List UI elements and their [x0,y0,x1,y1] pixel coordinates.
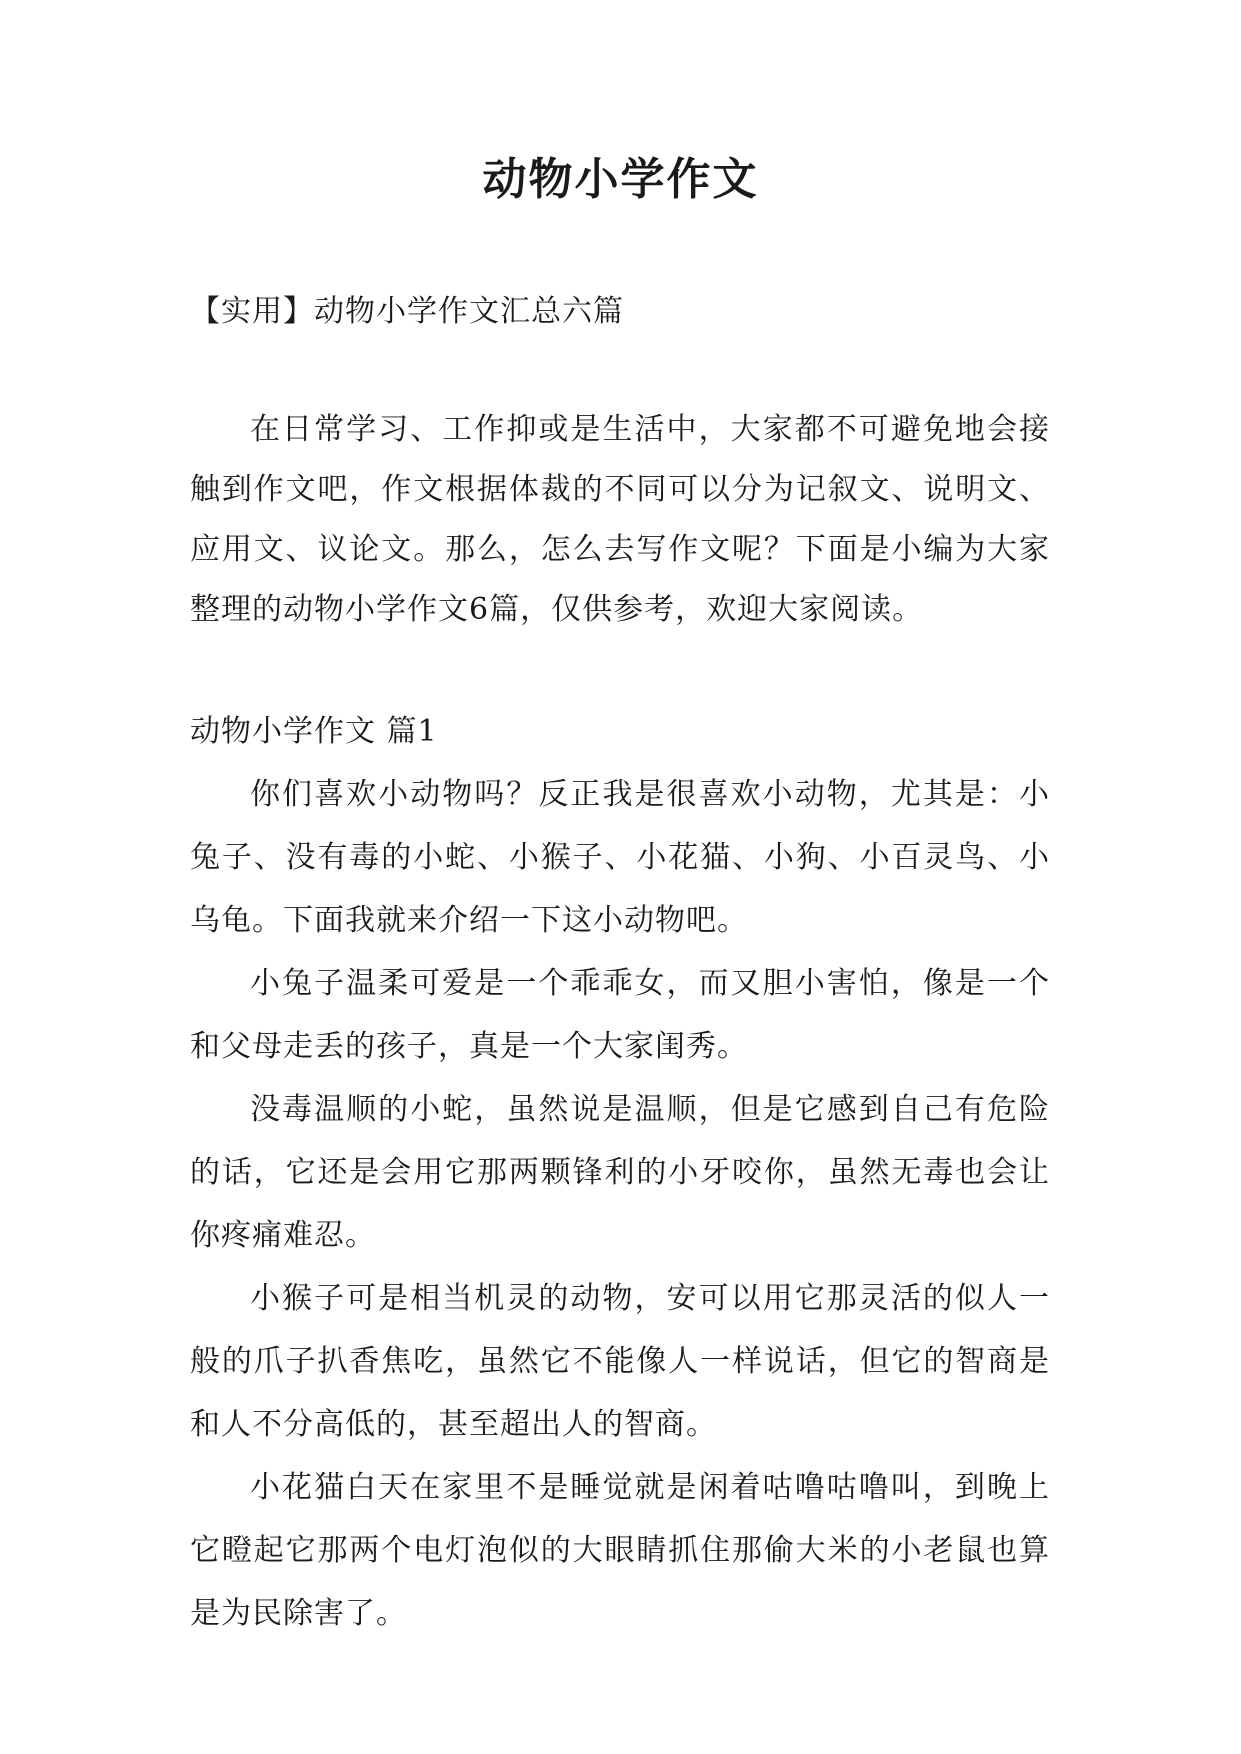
section-heading: 动物小学作文 篇1 [190,714,438,749]
essay-section-1 [190,700,1050,1645]
paragraph-1: 你们喜欢小动物吗？反正我是很喜欢小动物，尤其是：小兔子、没有毒的小蛇、小猴子、小花猫、小狗、小百灵鸟、小乌龟。下面我就来介绍一下这小动物吧。 [190,777,1050,938]
document-title: 动物小学作文 [482,154,759,205]
paragraph-3: 没毒温顺的小蛇，虽然说是温顺，但是它感到自己有危险的话，它还是会用它那两颗锋利的小牙咬你，虽然无毒也会让你疼痛难忍。 [190,1092,1050,1253]
paragraph-2: 小兔子温柔可爱是一个乖乖女，而又胆小害怕，像是一个和父母走丢的孩子，真是一个大家闺秀。 [190,966,1050,1064]
paragraph-5: 小花猫白天在家里不是睡觉就是闲着咕噜咕噜叫，到晚上它瞪起它那两个电灯泡似的大眼睛抓住那偷大米的小老鼠也算是为民除害了。 [190,1470,1050,1631]
document-subtitle: 【实用】动物小学作文汇总六篇 [190,294,624,329]
intro-block [190,400,1050,640]
intro-paragraph: 在日常学习、工作抑或是生活中，大家都不可避免地会接触到作文吧，作文根据体裁的不同可以分为记叙文、说明文、应用文、议论文。那么，怎么去写作文呢？下面是小编为大家整理的动物小学作文6篇，仅供参考，欢迎大家阅读。 [190,412,1050,627]
paragraph-4: 小猴子可是相当机灵的动物，安可以用它那灵活的似人一般的爪子扒香焦吃，虽然它不能像人一样说话，但它的智商是和人不分高低的，甚至超出人的智商。 [190,1281,1050,1442]
